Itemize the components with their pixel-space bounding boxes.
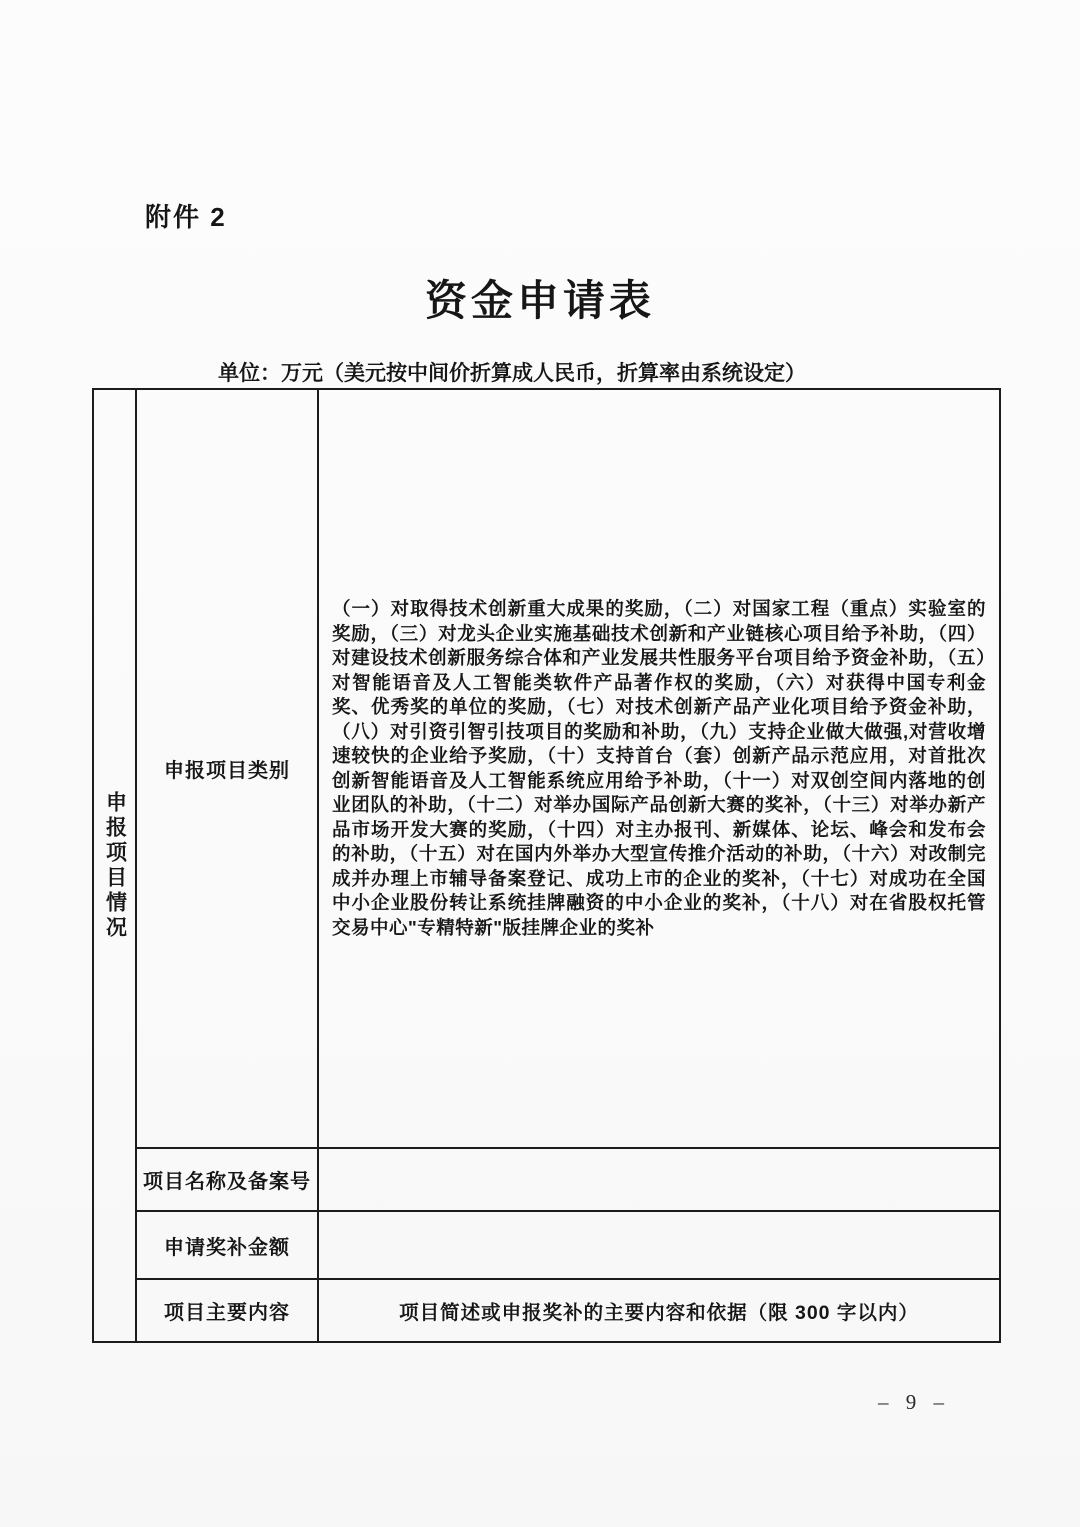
amount-field bbox=[318, 1211, 1000, 1279]
main-content-note: 项目简述或申报奖补的主要内容和依据（限 300 字以内） bbox=[399, 1301, 919, 1324]
table-row-category bbox=[93, 389, 1000, 1148]
page-title: 资金申请表 bbox=[424, 279, 655, 325]
category-content-cell bbox=[318, 389, 1000, 1148]
attachment-label: 附件 2 bbox=[145, 202, 227, 232]
row-group-cell bbox=[93, 389, 136, 1342]
main-content-cell bbox=[318, 1279, 1000, 1342]
row-label-main-content: 项目主要内容 bbox=[136, 1279, 318, 1342]
row-label-project-name: 项目名称及备案号 bbox=[136, 1148, 318, 1211]
row-group-label: 申报项目情况 bbox=[103, 790, 127, 941]
table-row-amount bbox=[93, 1211, 1000, 1279]
project-name-field bbox=[318, 1148, 1000, 1211]
page-number: – 9 – bbox=[878, 1390, 950, 1414]
unit-note: 单位：万元（美元按中间价折算成人民币，折算率由系统设定） bbox=[218, 362, 806, 385]
row-label-category: 申报项目类别 bbox=[136, 389, 318, 1148]
table-row-main-content bbox=[93, 1279, 1000, 1342]
application-form-table bbox=[92, 388, 1001, 1343]
category-content-text: （一）对取得技术创新重大成果的奖励，（二）对国家工程（重点）实验室的奖励，（三）对龙头企业实施基础技术创新和产业链核心项目给予补助，（四）对建设技术创新服务综合体和产业发展共性服务平台项目给予资金补助，（五）对智能语音及人工智能类软件产品著作权的奖励，（六）对获得中国专利金奖、优秀奖的单位的奖励，（七）对技术创新产品产业化项目给予资金补助，（八）对引资引智引技项目的奖励和补助，（九）支持企业做大做强,对营收增速较快的企业给予奖励，（十）支持首台（套）创新产品示范应用，对首批次创新智能语音及人工智能系统应用给予补助，（十一）对双创空间内落地的创业团队的补助，（十二）对举办国际产品创新大赛的奖补，（十三）对举办新产品市场开发大赛的奖励，（十四）对主办报刊、新媒体、论坛、峰会和发布会的补助，（十五）对在国内外举办大型宣传推介活动的补助，（十六）对改制完成并办理上市辅导备案登记、成功上市的企业的奖补，（十七）对成功在全国中小企业股份转让系统挂牌融资的中小企业的奖补，（十八）对在省股权托管交易中心"专精特新"版挂牌企业的奖补 bbox=[332, 598, 986, 938]
row-label-amount: 申请奖补金额 bbox=[136, 1211, 318, 1279]
table-row-project-name bbox=[93, 1148, 1000, 1211]
